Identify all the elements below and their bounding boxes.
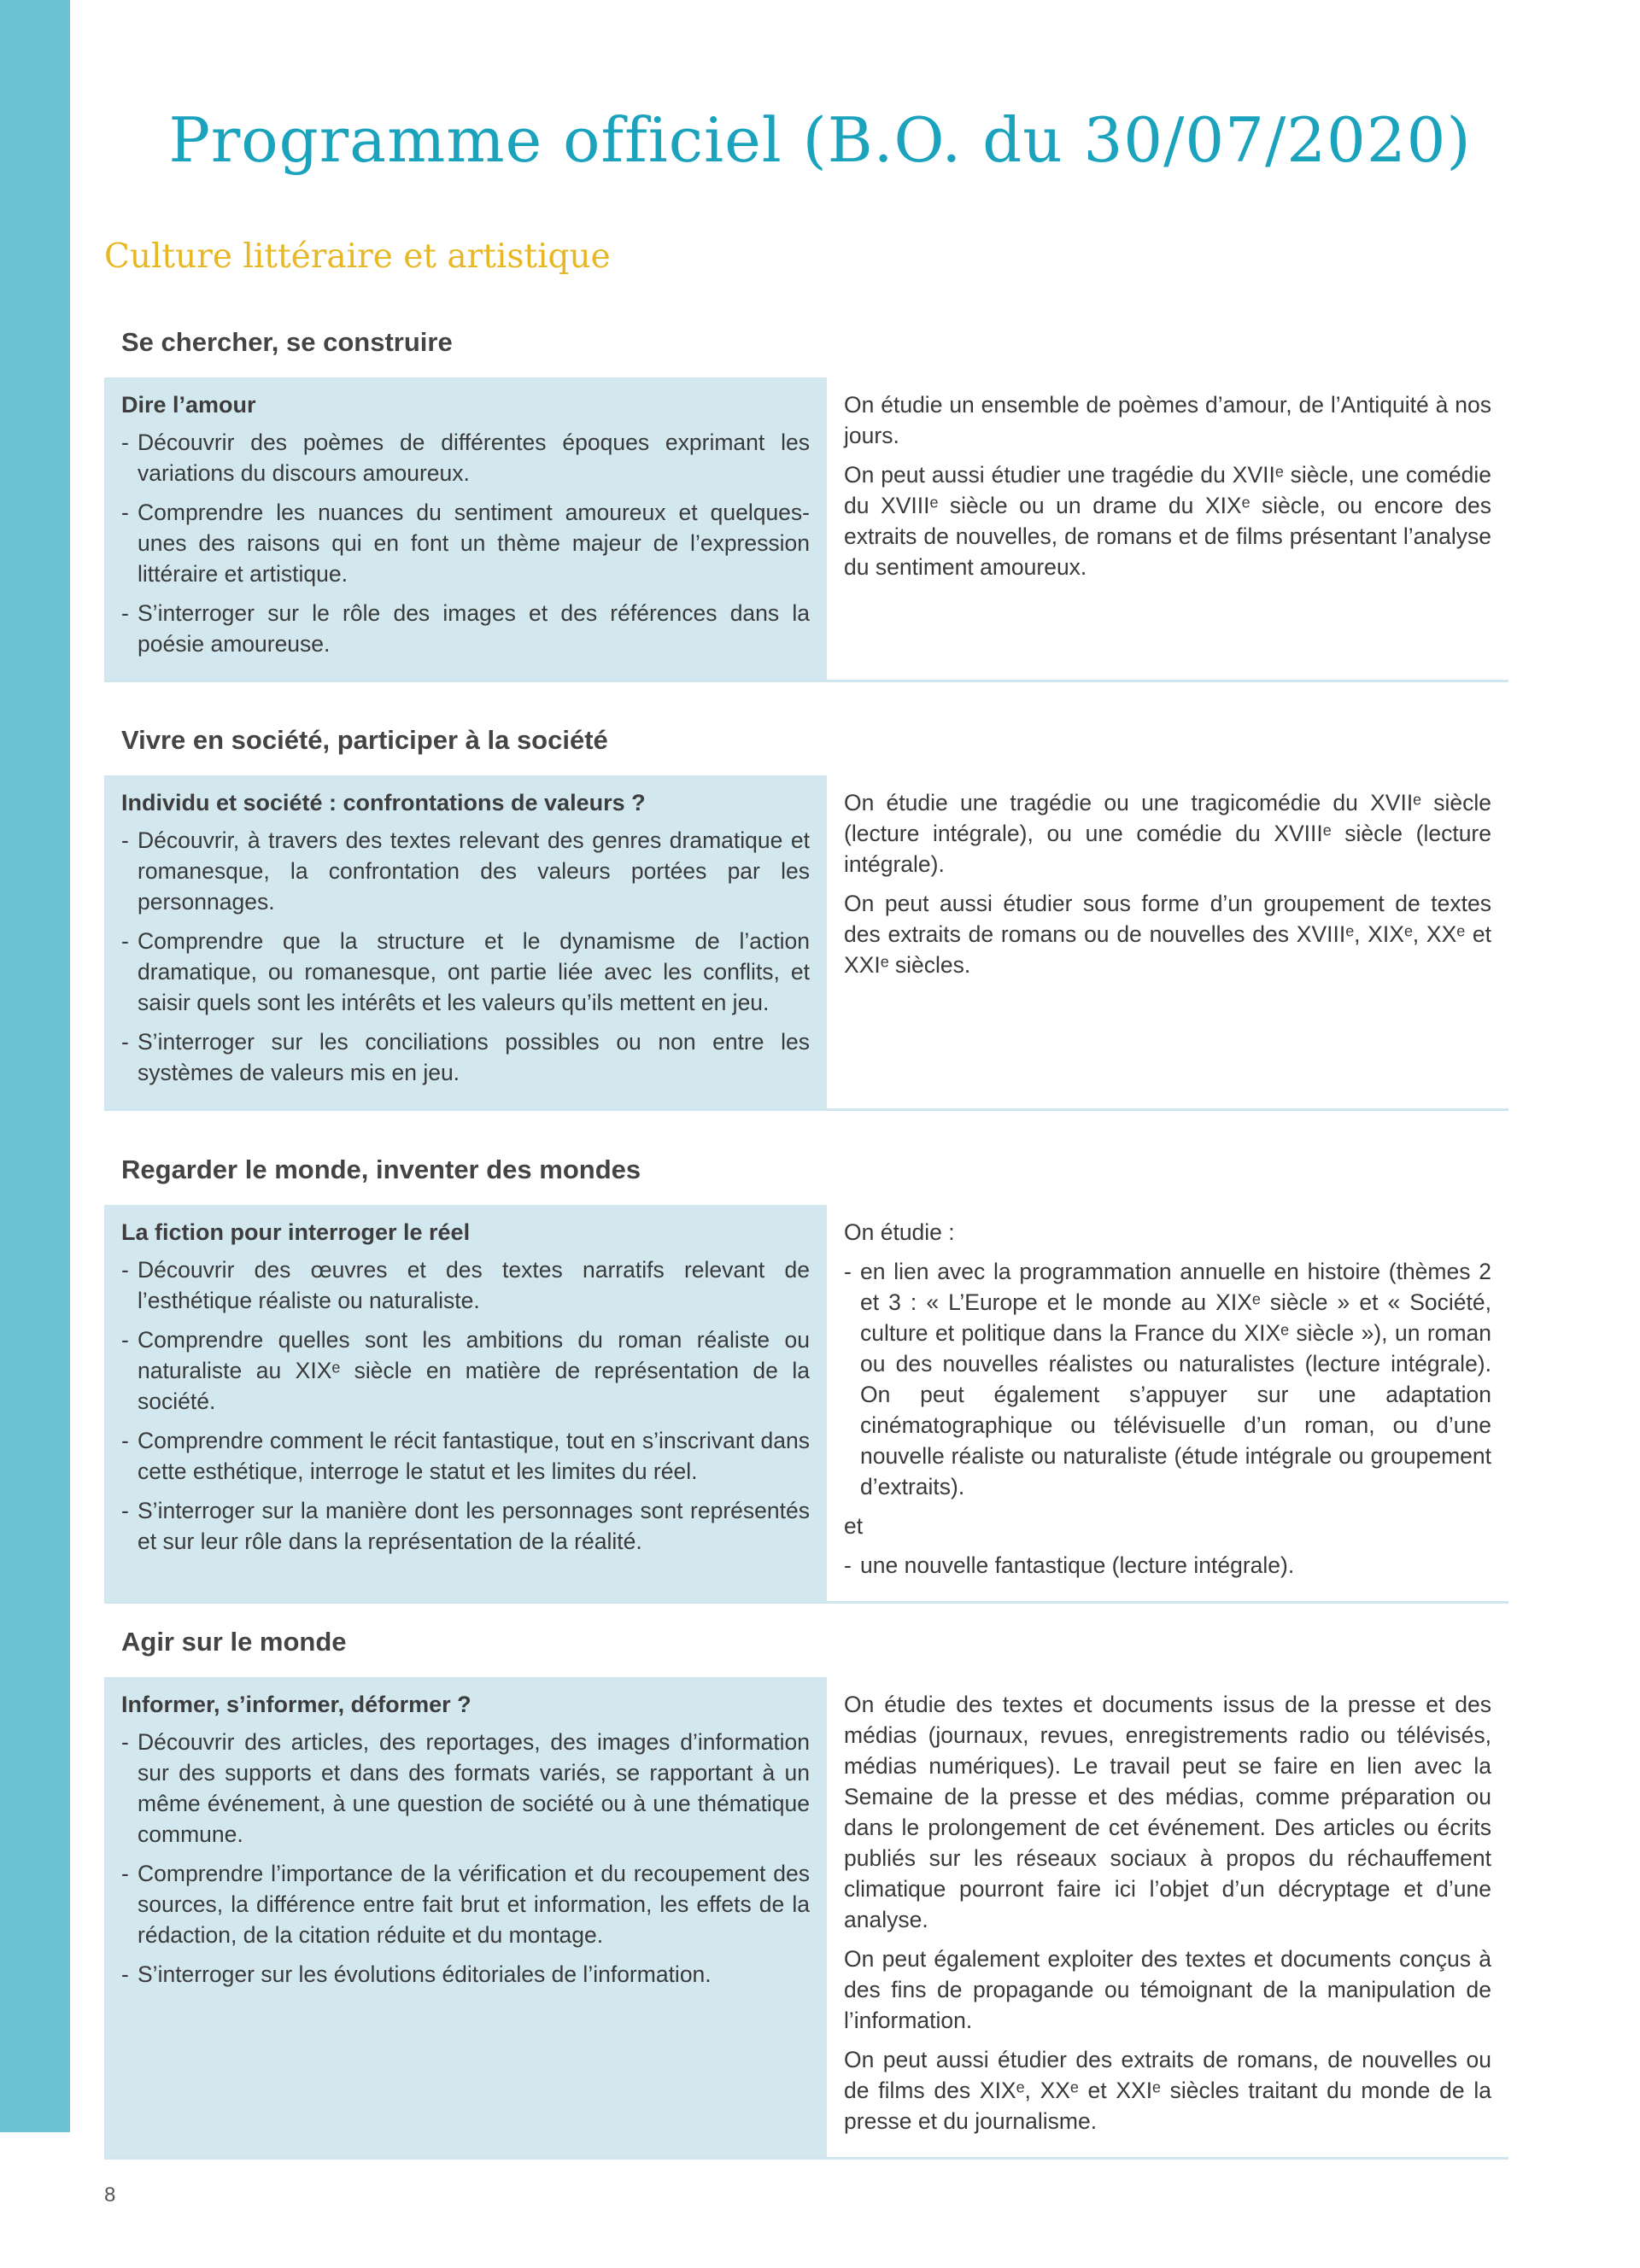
section-agir-sur-le-monde <box>104 1619 1508 2160</box>
section-vivre-en-societe <box>104 717 1508 1111</box>
list-item: - Découvrir, à travers des textes relevant des genres dramatique et romanesque, la confrontation des valeurs portées par les personnages. <box>121 827 810 915</box>
box-title: Informer, s’informer, déformer ? <box>121 1692 472 1717</box>
paragraph: On étudie : <box>844 1219 955 1245</box>
box-title: Individu et société : confrontations de valeurs ? <box>121 790 646 815</box>
list-item: - Comprendre les nuances du sentiment amoureux et quelques-unes des raisons qui en font un thème majeur de l’expression littéraire et artistique. <box>121 500 810 587</box>
study-notes <box>827 775 1508 1108</box>
list-item: - une nouvelle fantastique (lecture intégrale). <box>844 1552 1295 1578</box>
paragraph: On peut aussi étudier des extraits de romans, de nouvelles ou de films des XIXᵉ, XXᵉ et XXIᵉ siècles traitant du monde de la presse et du journalisme. <box>844 2047 1491 2134</box>
section-row <box>104 1205 1508 1604</box>
list-item: - Comprendre l’importance de la vérification et du recoupement des sources, la différence entre fait brut et information, les effets de la rédaction, de la citation réduite et du montage. <box>121 1861 810 1948</box>
page-number: 8 <box>104 2183 116 2207</box>
box-title: La fiction pour interroger le réel <box>121 1219 471 1245</box>
list-item: - S’interroger sur les évolutions éditoriales de l’information. <box>121 1961 712 1987</box>
paragraph: On peut également exploiter des textes et documents conçus à des fins de propagande ou témoignant de la manipulation de l’information. <box>844 1946 1491 2033</box>
section-title: Vivre en société, participer à la société <box>121 725 608 755</box>
list-item: - S’interroger sur la manière dont les personnages sont représentés et sur leur rôle dans la représentation de la réalité. <box>121 1498 810 1554</box>
paragraph: On étudie des textes et documents issus de la presse et des médias (journaux, revues, enregistrements radio ou télévisés, médias numériques). Le travail peut se faire en lien avec la Semaine de la presse et des médias, comme préparation ou dans le prolongement de cet événement. Des articles ou écrits publiés sur les réseaux sociaux à propos du réchauffement climatique pourront faire ici l’objet d’un décryptage et d’une analyse. <box>844 1692 1491 1932</box>
box-title: Dire l’amour <box>121 392 256 418</box>
section-title: Se chercher, se construire <box>121 327 453 357</box>
paragraph: On peut aussi étudier sous forme d’un groupement de textes des extraits de romans ou de nouvelles des XVIIIᵉ, XIXᵉ, XXᵉ et XXIᵉ siècles. <box>844 891 1491 978</box>
page-title: Programme officiel (B.O. du 30/07/2020) <box>168 104 1472 176</box>
objectives-box <box>104 377 827 680</box>
list-item: - Découvrir des articles, des reportages, des images d’information sur des supports et dans des formats variés, se rapportant à un même événement, à une question de société ou à une thématique commune. <box>121 1729 810 1847</box>
section-regarder-le-monde <box>104 1147 1508 1604</box>
page-subtitle: Culture littéraire et artistique <box>104 237 611 276</box>
list-item: - Comprendre quelles sont les ambitions du roman réaliste ou naturaliste au XIXᵉ siècle en matière de représentation de la société. <box>121 1327 810 1414</box>
list-item: - en lien avec la programmation annuelle en histoire (thèmes 2 et 3 : « L’Europe et le monde au XIXᵉ siècle » et « Société, culture et politique dans la France du XIXᵉ siècle »), un roman ou des nouvelles réalistes ou naturalistes (lecture intégrale). On peut également s’appuyer sur une adaptation cinématographique ou télévisuelle d’un roman, ou d’une nouvelle réaliste ou naturaliste (étude intégrale ou groupement d’extraits). <box>844 1259 1491 1499</box>
section-title: Agir sur le monde <box>121 1627 347 1657</box>
study-notes <box>827 1677 1508 2157</box>
section-row <box>104 1677 1508 2160</box>
list-item: - Comprendre comment le récit fantastique, tout en s’inscrivant dans cette esthétique, interroge le statut et les limites du réel. <box>121 1428 810 1484</box>
section-se-chercher <box>104 319 1508 682</box>
side-color-bar <box>0 0 70 2132</box>
list-item: - S’interroger sur les conciliations possibles ou non entre les systèmes de valeurs mis en jeu. <box>121 1029 810 1085</box>
objectives-box <box>104 1205 827 1601</box>
connector-text: et <box>844 1513 864 1539</box>
objectives-box <box>104 1677 827 2157</box>
paragraph: On étudie un ensemble de poèmes d’amour, de l’Antiquité à nos jours. <box>844 392 1491 448</box>
objectives-box <box>104 775 827 1108</box>
section-row <box>104 377 1508 682</box>
paragraph: On peut aussi étudier une tragédie du XVIIᵉ siècle, une comédie du XVIIIᵉ siècle ou un drame du XIXᵉ siècle, ou encore des extraits de nouvelles, de romans et de films présentant l’analyse du sentiment amoureux. <box>844 462 1491 580</box>
study-notes <box>827 1205 1508 1601</box>
list-item: - Découvrir des œuvres et des textes narratifs relevant de l’esthétique réaliste ou naturaliste. <box>121 1257 810 1313</box>
section-title: Regarder le monde, inventer des mondes <box>121 1154 641 1184</box>
study-notes <box>827 377 1508 680</box>
list-item: - S’interroger sur le rôle des images et des références dans la poésie amoureuse. <box>121 600 810 657</box>
list-item: - Comprendre que la structure et le dynamisme de l’action dramatique, ou romanesque, ont partie liée avec les conflits, et saisir quels sont les intérêts et les valeurs qu’ils mettent en jeu. <box>121 928 810 1015</box>
paragraph: On étudie une tragédie ou une tragicomédie du XVIIᵉ siècle (lecture intégrale), ou une comédie du XVIIIᵉ siècle (lecture intégrale). <box>844 790 1491 877</box>
list-item: - Découvrir des poèmes de différentes époques exprimant les variations du discours amoureux. <box>121 430 810 486</box>
section-row <box>104 775 1508 1111</box>
